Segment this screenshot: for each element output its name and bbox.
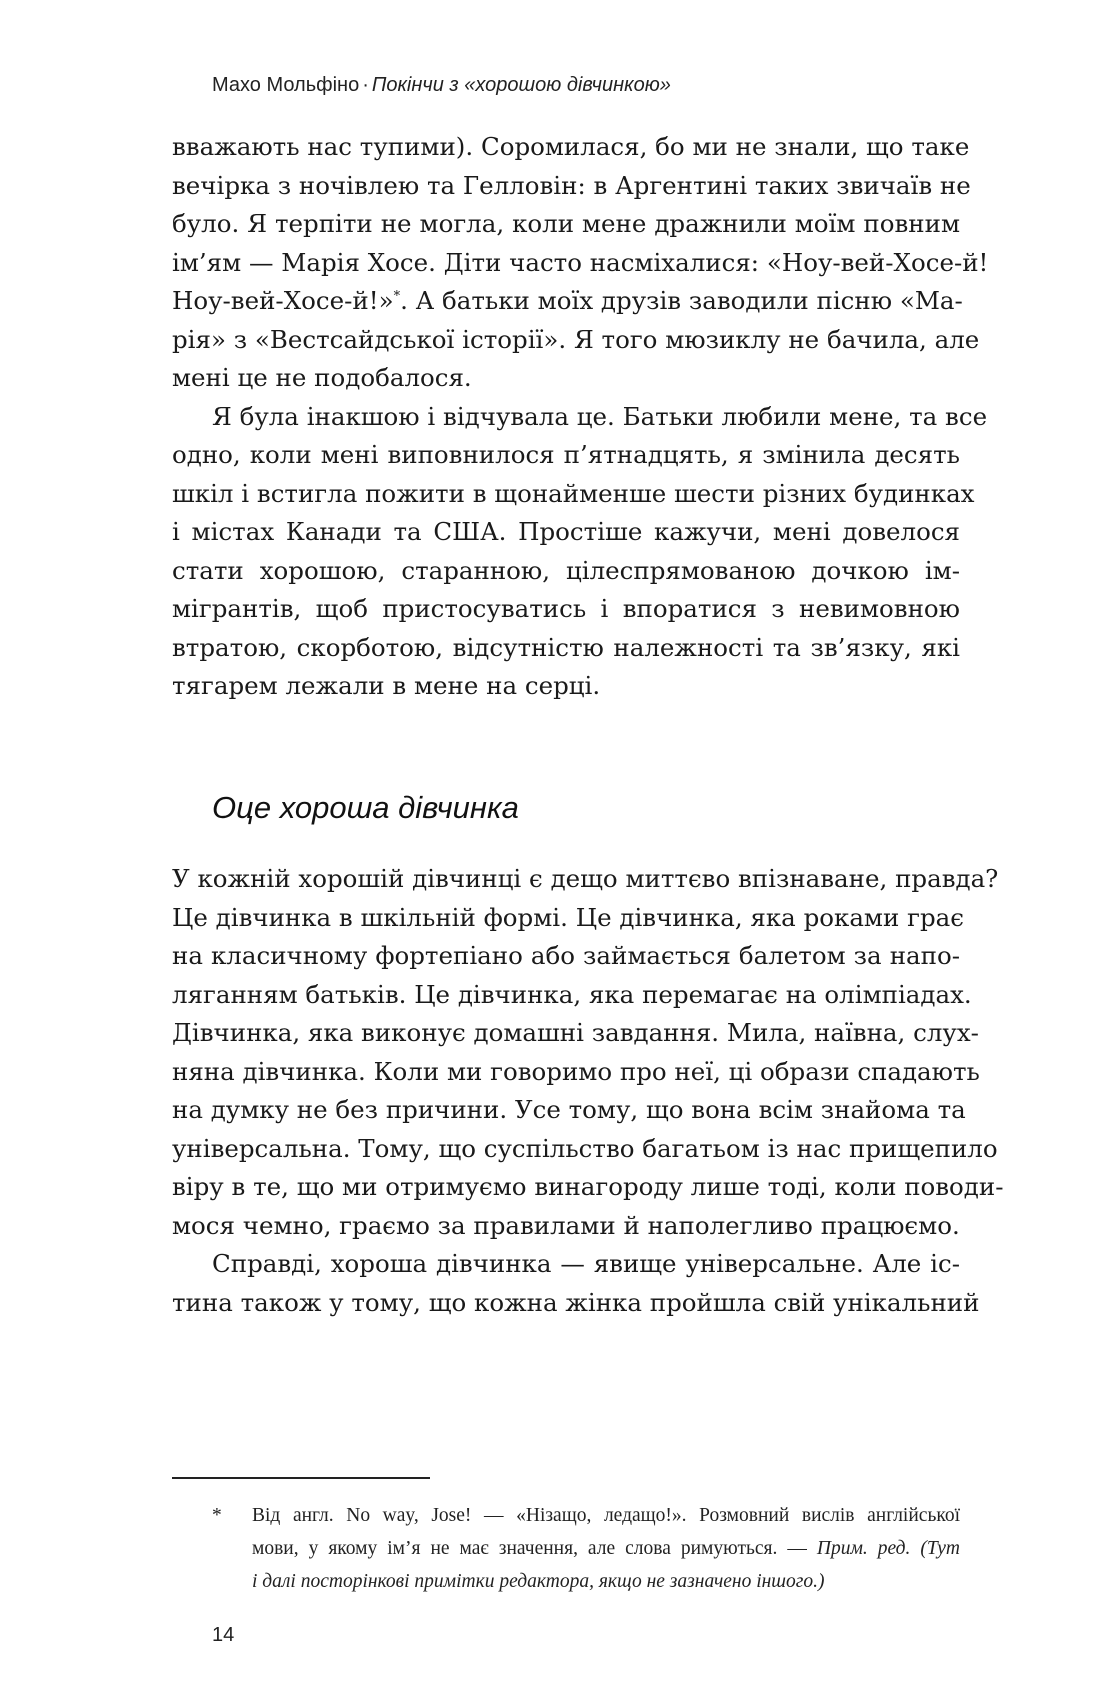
running-head (212, 74, 671, 97)
text-line: рія» з «Вестсайдської історії». Я того мюзиклу не бачила, але (172, 324, 980, 354)
text-line: Це дівчинка в шкільній формі. Це дівчинка, яка роками грає (172, 902, 964, 932)
text-line: тина також у тому, що кожна жінка пройшла свій унікальний (172, 1287, 980, 1317)
footnote-mark: * (212, 1505, 222, 1526)
text-line: було. Я терпіти не могла, коли мене дражнили моїм повним (172, 209, 960, 238)
page-number: 14 (212, 1624, 235, 1646)
text-line: ляганням батьків. Це дівчинка, яка перемагає на олімпіадах. (172, 979, 972, 1009)
footnote-line: і далі посторінкові примітки редактора, якщо не зазначено іншого.) (252, 1571, 825, 1592)
body-text-top (172, 128, 989, 706)
text-line: мені це не подобалося. (172, 363, 472, 392)
footnote-text: мови, у якому ім’я не має значення, але слова римуються. — (252, 1538, 817, 1559)
text-line: Я була інакшою і відчувала це. Батьки любили мене, та все (212, 401, 988, 431)
text-line: Справді, хороша дівчинка — явище універсальне. Але іс- (212, 1249, 960, 1278)
footnote-line (252, 1532, 960, 1565)
text-fragment: . А батьки моїх друзів заводили пісню «Ма- (400, 286, 963, 315)
text-line: вважають нас тупими). Соромилася, бо ми не знали, що таке (172, 132, 970, 161)
text-line: на думку не без причини. Усе тому, що вона всім знайома та (172, 1095, 966, 1124)
text-line: і містах Канади та США. Простіше кажучи, мені довелося (172, 517, 960, 546)
text-line: ім’ям — Марія Хосе. Діти часто насміхалися: «Ноу-вей-Хосе-й! (172, 247, 989, 277)
running-head-author: Махо Мольфіно (212, 74, 360, 96)
footnote-editor-note: Прим. ред. (Тут (816, 1538, 961, 1559)
running-head-separator: · (362, 74, 369, 96)
text-line: одно, коли мені виповнилося п’ятнадцять, я змінила десять (172, 440, 960, 469)
text-fragment: Ноу-вей-Хосе-й!» (172, 286, 394, 315)
paragraph (172, 1245, 980, 1322)
text-line: Дівчинка, яка виконує домашні завдання. Мила, наївна, слух- (172, 1018, 979, 1047)
text-line: віру в те, що ми отримуємо винагороду лише тоді, коли поводи- (172, 1172, 1004, 1201)
text-line: мігрантів, щоб пристосуватись і впоратися з невимовною (172, 594, 960, 623)
text-line: універсальна. Тому, що суспільство багатьом із нас прищепило (172, 1133, 998, 1163)
text-line: стати хорошою, старанною, цілеспрямованою дочкою ім- (172, 555, 960, 585)
footnote-line: Від англ. No way, Jose! — «Нізащо, ледащо!». Розмовний вислів англійської (252, 1505, 960, 1526)
text-line: мося чемно, граємо за правилами й наполегливо працюємо. (172, 1210, 960, 1240)
body-text-bottom (172, 860, 1004, 1322)
text-line-with-footnote-ref (172, 282, 963, 321)
footnote-reference: * (393, 288, 401, 304)
text-line: У кожній хорошій дівчинці є дещо миттєво впізнаване, правда? (172, 864, 999, 893)
text-line: шкіл і встигла пожити в щонайменше шести різних будинках (172, 478, 975, 508)
footnote-divider (172, 1477, 430, 1479)
paragraph (172, 860, 1004, 1245)
paragraph (172, 128, 989, 398)
text-line: тягарем лежали в мене на серці. (172, 671, 601, 700)
text-line: няна дівчинка. Коли ми говоримо про неї, ці образи спадають (172, 1056, 980, 1086)
text-line: на класичному фортепіано або займається балетом за напо- (172, 941, 960, 970)
paragraph (172, 398, 988, 706)
section-heading: Оце хороша дівчинка (212, 790, 519, 825)
text-line: вечірка з ночівлею та Гелловін: в Аргентині таких звичаїв не (172, 170, 971, 200)
running-head-book-title: Покінчи з «хорошою дівчинкою» (371, 74, 671, 96)
text-line: втратою, скорботою, відсутністю належності та зв’язку, які (172, 632, 960, 662)
footnote (172, 1499, 960, 1598)
